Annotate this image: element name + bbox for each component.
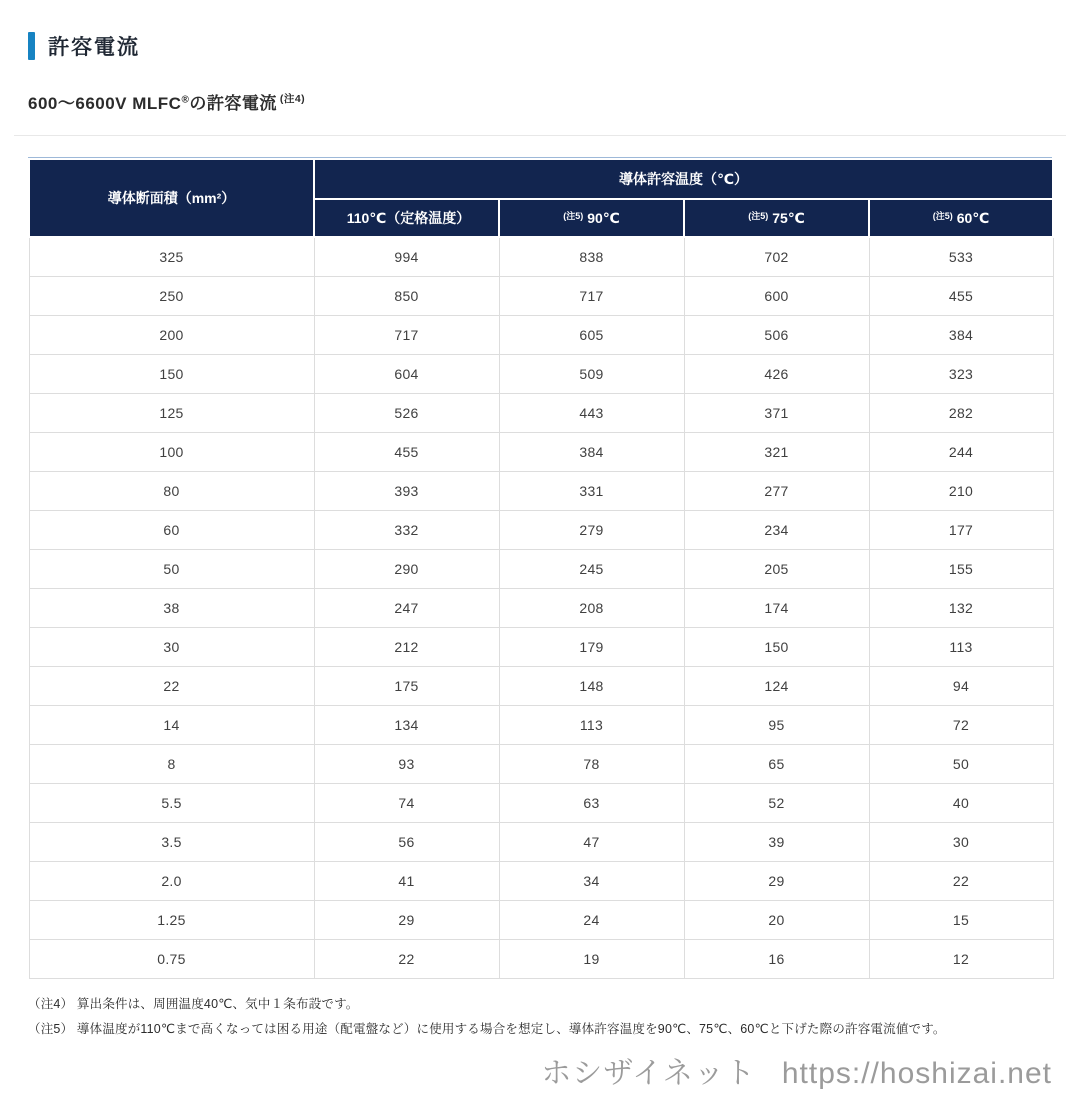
cross-section-cell: 60 [29,510,314,549]
current-value-cell: 124 [684,666,869,705]
current-value-cell: 604 [314,354,499,393]
current-value-cell: 393 [314,471,499,510]
current-value-cell: 15 [869,900,1053,939]
cross-section-cell: 150 [29,354,314,393]
table-head [29,159,1053,237]
table-header-row-group [29,159,1053,199]
table-title [28,89,1052,114]
table-title-text: 600〜6600V MLFC [28,94,182,113]
current-value-cell: 30 [869,822,1053,861]
current-value-cell: 29 [684,861,869,900]
table-row [29,510,1053,549]
current-value-cell: 16 [684,939,869,978]
table-row [29,471,1053,510]
table-row [29,627,1053,666]
cross-section-cell: 8 [29,744,314,783]
current-value-cell: 321 [684,432,869,471]
header-temperature-group: 導体許容温度（℃） [314,159,1053,199]
current-value-cell: 34 [499,861,684,900]
current-value-cell: 605 [499,315,684,354]
current-value-cell: 509 [499,354,684,393]
note5-ref: (注5) [563,211,584,221]
cross-section-cell: 100 [29,432,314,471]
header-col-90c [499,199,684,237]
current-value-cell: 245 [499,549,684,588]
current-value-cell: 24 [499,900,684,939]
cross-section-cell: 30 [29,627,314,666]
current-value-cell: 533 [869,237,1053,276]
current-value-cell: 50 [869,744,1053,783]
section-header [28,30,1052,62]
cross-section-cell: 80 [29,471,314,510]
current-value-cell: 74 [314,783,499,822]
table-body [29,237,1053,978]
current-value-cell: 29 [314,900,499,939]
current-value-cell: 234 [684,510,869,549]
current-value-cell: 443 [499,393,684,432]
current-value-cell: 47 [499,822,684,861]
current-value-cell: 426 [684,354,869,393]
current-value-cell: 150 [684,627,869,666]
current-value-cell: 148 [499,666,684,705]
table-wrap [28,157,1052,979]
current-value-cell: 65 [684,744,869,783]
header-col-label: 75℃ [772,210,805,226]
current-value-cell: 94 [869,666,1053,705]
footnotes [28,992,1052,1043]
table-row [29,744,1053,783]
current-value-cell: 247 [314,588,499,627]
table-row [29,393,1053,432]
current-value-cell: 40 [869,783,1053,822]
header-col-110c [314,199,499,237]
table-title-note-ref: (注4) [279,93,306,106]
current-value-cell: 208 [499,588,684,627]
watermark [541,1048,1052,1092]
current-value-cell: 19 [499,939,684,978]
current-value-cell: 132 [869,588,1053,627]
header-col-75c [684,199,869,237]
table-row [29,315,1053,354]
table-row [29,237,1053,276]
current-value-cell: 93 [314,744,499,783]
cross-section-cell: 22 [29,666,314,705]
cross-section-cell: 38 [29,588,314,627]
allowable-current-table [28,158,1054,979]
current-value-cell: 22 [314,939,499,978]
current-value-cell: 244 [869,432,1053,471]
current-value-cell: 52 [684,783,869,822]
table-row [29,783,1053,822]
current-value-cell: 717 [499,276,684,315]
current-value-cell: 78 [499,744,684,783]
current-value-cell: 994 [314,237,499,276]
cross-section-cell: 2.0 [29,861,314,900]
current-value-cell: 323 [869,354,1053,393]
table-row [29,549,1053,588]
current-value-cell: 41 [314,861,499,900]
current-value-cell: 134 [314,705,499,744]
table-row [29,666,1053,705]
current-value-cell: 20 [684,900,869,939]
cross-section-cell: 3.5 [29,822,314,861]
cross-section-cell: 14 [29,705,314,744]
cross-section-cell: 125 [29,393,314,432]
table-row [29,276,1053,315]
current-value-cell: 455 [314,432,499,471]
cross-section-cell: 5.5 [29,783,314,822]
current-value-cell: 174 [684,588,869,627]
current-value-cell: 279 [499,510,684,549]
current-value-cell: 22 [869,861,1053,900]
current-value-cell: 526 [314,393,499,432]
header-cross-section: 導体断面積（mm²） [29,159,314,237]
cross-section-cell: 250 [29,276,314,315]
current-value-cell: 717 [314,315,499,354]
current-value-cell: 600 [684,276,869,315]
cross-section-cell: 200 [29,315,314,354]
current-value-cell: 290 [314,549,499,588]
cross-section-cell: 50 [29,549,314,588]
current-value-cell: 63 [499,783,684,822]
current-value-cell: 113 [869,627,1053,666]
cross-section-cell: 1.25 [29,900,314,939]
section-accent-bar [28,32,35,60]
current-value-cell: 850 [314,276,499,315]
cross-section-cell: 325 [29,237,314,276]
header-col-60c [869,199,1053,237]
current-value-cell: 39 [684,822,869,861]
current-value-cell: 155 [869,549,1053,588]
table-row [29,900,1053,939]
current-value-cell: 455 [869,276,1053,315]
current-value-cell: 384 [499,432,684,471]
watermark-url: https://hoshizai.net [781,1057,1052,1090]
current-value-cell: 277 [684,471,869,510]
current-value-cell: 371 [684,393,869,432]
current-value-cell: 210 [869,471,1053,510]
current-value-cell: 331 [499,471,684,510]
current-value-cell: 72 [869,705,1053,744]
table-row [29,939,1053,978]
note5-ref: (注5) [932,211,953,221]
header-col-label: 110℃（定格温度） [346,210,471,226]
current-value-cell: 506 [684,315,869,354]
current-value-cell: 175 [314,666,499,705]
section-title: 許容電流 [48,36,140,59]
current-value-cell: 282 [869,393,1053,432]
current-value-cell: 702 [684,237,869,276]
current-value-cell: 113 [499,705,684,744]
footnote-5: （注5） 導体温度が110℃まで高くなっては困る用途（配電盤など）に使用する場合を想定し、導体許容温度を90℃、75℃、60℃と下げた際の許容電流値です。 [28,1022,946,1037]
current-value-cell: 384 [869,315,1053,354]
section-divider [14,135,1066,136]
note5-ref: (注5) [748,211,769,221]
header-col-label: 60℃ [956,210,990,226]
table-row [29,861,1053,900]
current-value-cell: 212 [314,627,499,666]
current-value-cell: 12 [869,939,1053,978]
table-row [29,588,1053,627]
current-value-cell: 177 [869,510,1053,549]
cross-section-cell: 0.75 [29,939,314,978]
table-row [29,432,1053,471]
table-row [29,822,1053,861]
watermark-site-name: ホシザイネット [541,1057,756,1090]
registered-trademark-mark: ® [181,94,190,106]
table-row [29,354,1053,393]
footnote-4: （注4） 算出条件は、周囲温度40℃、気中１条布設です。 [28,996,359,1011]
current-value-cell: 838 [499,237,684,276]
current-value-cell: 56 [314,822,499,861]
table-row [29,705,1053,744]
header-col-label: 90℃ [587,210,620,226]
current-value-cell: 205 [684,549,869,588]
current-value-cell: 95 [684,705,869,744]
current-value-cell: 332 [314,510,499,549]
current-value-cell: 179 [499,627,684,666]
table-title-suffix: の許容電流 [189,94,277,113]
